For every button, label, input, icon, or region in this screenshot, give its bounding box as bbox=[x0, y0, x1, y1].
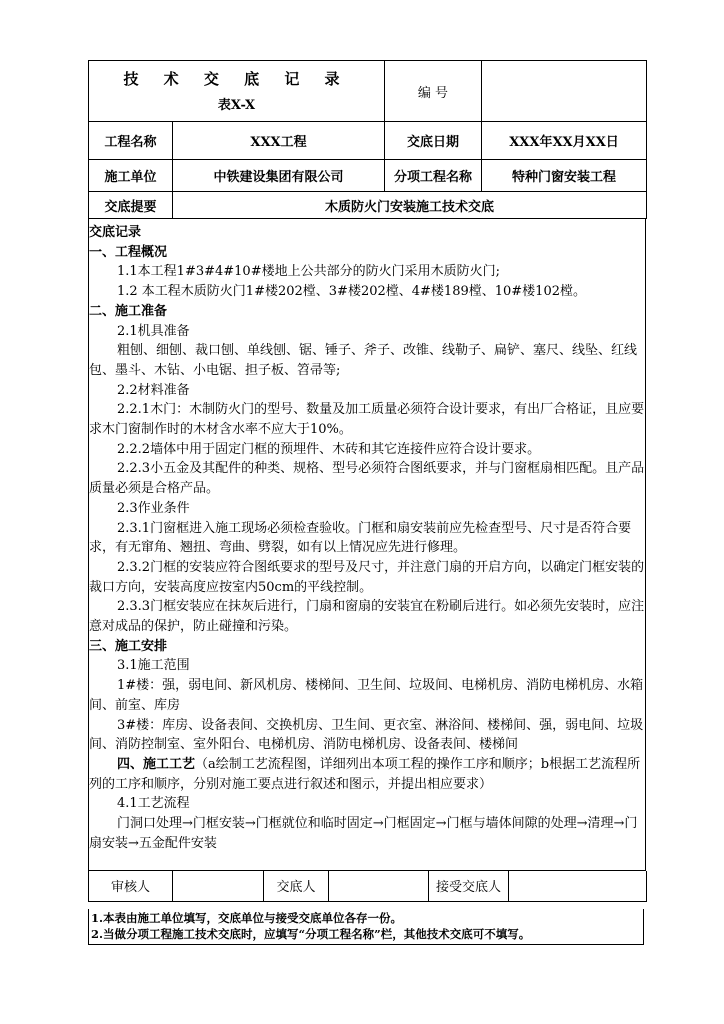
section-3-1-building-3: 3#楼：库房、设备表间、交换机房、卫生间、更衣室、淋浴间、楼梯间、强，弱电间、垃圾间、消防控制室、室外阳台、电梯机房、消防电梯机房、设备表间、楼梯间 bbox=[89, 717, 644, 753]
section-3-1-building-1: 1#楼：强，弱电间、新风机房、楼梯间、卫生间、垃圾间、电梯机房、消防电梯机房、水箱间、前室、库房 bbox=[89, 678, 644, 713]
disclosure-date-value[interactable]: XXX年XX月XX日 bbox=[482, 122, 647, 160]
section-3-title: 三、施工安排 bbox=[89, 638, 168, 654]
form-title-cell bbox=[89, 61, 385, 122]
signature-table bbox=[88, 871, 647, 902]
section-2-2-3: 2.2.3小五金及其配件的种类、规格、型号必须符合图纸要求，并与门窗框扇相匹配。且产品质量必须是合格产品。 bbox=[89, 461, 645, 497]
section-2-2-2: 2.2.2墙体中用于固定门框的预埋件、木砖和其它连接件应符合设计要求。 bbox=[117, 441, 541, 457]
reviewer-value[interactable] bbox=[173, 871, 264, 901]
section-2-1: 2.1机具准备 bbox=[117, 323, 190, 339]
note-1: 1.本表由施工单位填写，交底单位与接受交底单位各存一份。 bbox=[91, 911, 403, 925]
form-subtitle: 表X-X bbox=[217, 97, 256, 113]
header-table bbox=[88, 60, 647, 219]
section-1-title: 一、工程概况 bbox=[89, 244, 168, 260]
section-2-2: 2.2材料准备 bbox=[117, 382, 190, 398]
disclosure-content bbox=[88, 219, 646, 871]
section-2-title: 二、施工准备 bbox=[89, 303, 168, 319]
form-notes bbox=[88, 909, 644, 945]
project-name-value[interactable]: XXX工程 bbox=[173, 122, 385, 160]
discloser-value[interactable] bbox=[329, 871, 429, 901]
section-4-title: 四、施工工艺 bbox=[117, 756, 196, 772]
section-4-note: （a绘制工艺流程图，详细列出本项工程的操作工序和顺序；b根据工艺流程所列的工序和顺序，分别对施工要点进行叙述和图示，并提出相应要求） bbox=[89, 756, 641, 792]
section-2-3-1: 2.3.1门窗框进入施工现场必须检查验收。门框和扇安装前应先检查型号、尺寸是否符合要求，有无窜角、翘扭、弯曲、劈裂，如有以上情况应先进行修理。 bbox=[89, 520, 632, 556]
section-1-1: 1.1本工程1#3#4#10#楼地上公共部分的防火门采用木质防火门; bbox=[117, 264, 500, 280]
section-3-1: 3.1施工范围 bbox=[117, 658, 190, 674]
receiver-label: 接受交底人 bbox=[429, 871, 509, 901]
section-2-2-1: 2.2.1木门：木制防火门的型号、数量及加工质量必须符合设计要求，有出厂合格证，且应要求木门窗制作时的木材含水率不应大于10%。 bbox=[89, 402, 645, 438]
section-4-1-text: 门洞口处理→门框安装→门框就位和临时固定→门框固定→门框与墙体间隙的处理→清理→门扇安装→五金配件安装 bbox=[89, 816, 638, 851]
section-2-3: 2.3作业条件 bbox=[117, 500, 190, 516]
disclosure-form bbox=[88, 60, 646, 902]
number-value[interactable] bbox=[482, 61, 647, 122]
section-1-2: 1.2 本工程木质防火门1#楼202樘、3#楼202樘、4#楼189樘、10#楼102樘。 bbox=[117, 284, 586, 300]
disclosure-date-label: 交底日期 bbox=[385, 122, 482, 160]
note-2: 2.当做分项工程施工技术交底时，应填写“分项工程名称”栏，其他技术交底可不填写。 bbox=[91, 927, 531, 941]
section-2-1-text: 粗刨、细刨、裁口刨、单线刨、锯、锤子、斧子、改锥、线勒子、扁铲、塞尺、线坠、红线包、墨斗、木钻、小电锯、担子板、笤帚等; bbox=[89, 343, 638, 378]
disclosure-body bbox=[89, 223, 645, 854]
section-2-3-2: 2.3.2门框的安装应符合图纸要求的型号及尺寸，并注意门扇的开启方向，以确定门框安装的裁口方向，安装高度应按室内50cm的平线控制。 bbox=[89, 559, 645, 595]
number-label: 编 号 bbox=[385, 61, 482, 122]
form-title: 技 术 交 底 记 录 bbox=[123, 69, 350, 88]
section-4-1: 4.1工艺流程 bbox=[117, 796, 190, 812]
construction-unit-label: 施工单位 bbox=[89, 160, 173, 192]
discloser-label: 交底人 bbox=[264, 871, 329, 901]
summary-value[interactable]: 木质防火门安装施工技术交底 bbox=[173, 192, 647, 219]
construction-unit-value[interactable]: 中铁建设集团有限公司 bbox=[173, 160, 385, 192]
subproject-name-label: 分项工程名称 bbox=[385, 160, 482, 192]
summary-label: 交底提要 bbox=[89, 192, 173, 219]
section-2-3-3: 2.3.3门框安装应在抹灰后进行，门扇和窗扇的安装宜在粉刷后进行。如必须先安装时，应注意对成品的保护，防止碰撞和污染。 bbox=[89, 599, 645, 635]
receiver-value[interactable] bbox=[509, 871, 647, 901]
project-name-label: 工程名称 bbox=[89, 122, 173, 160]
reviewer-label: 审核人 bbox=[89, 871, 173, 901]
section-4-paragraph bbox=[89, 755, 645, 794]
record-title: 交底记录 bbox=[89, 225, 142, 240]
subproject-name-value[interactable]: 特种门窗安装工程 bbox=[482, 160, 647, 192]
